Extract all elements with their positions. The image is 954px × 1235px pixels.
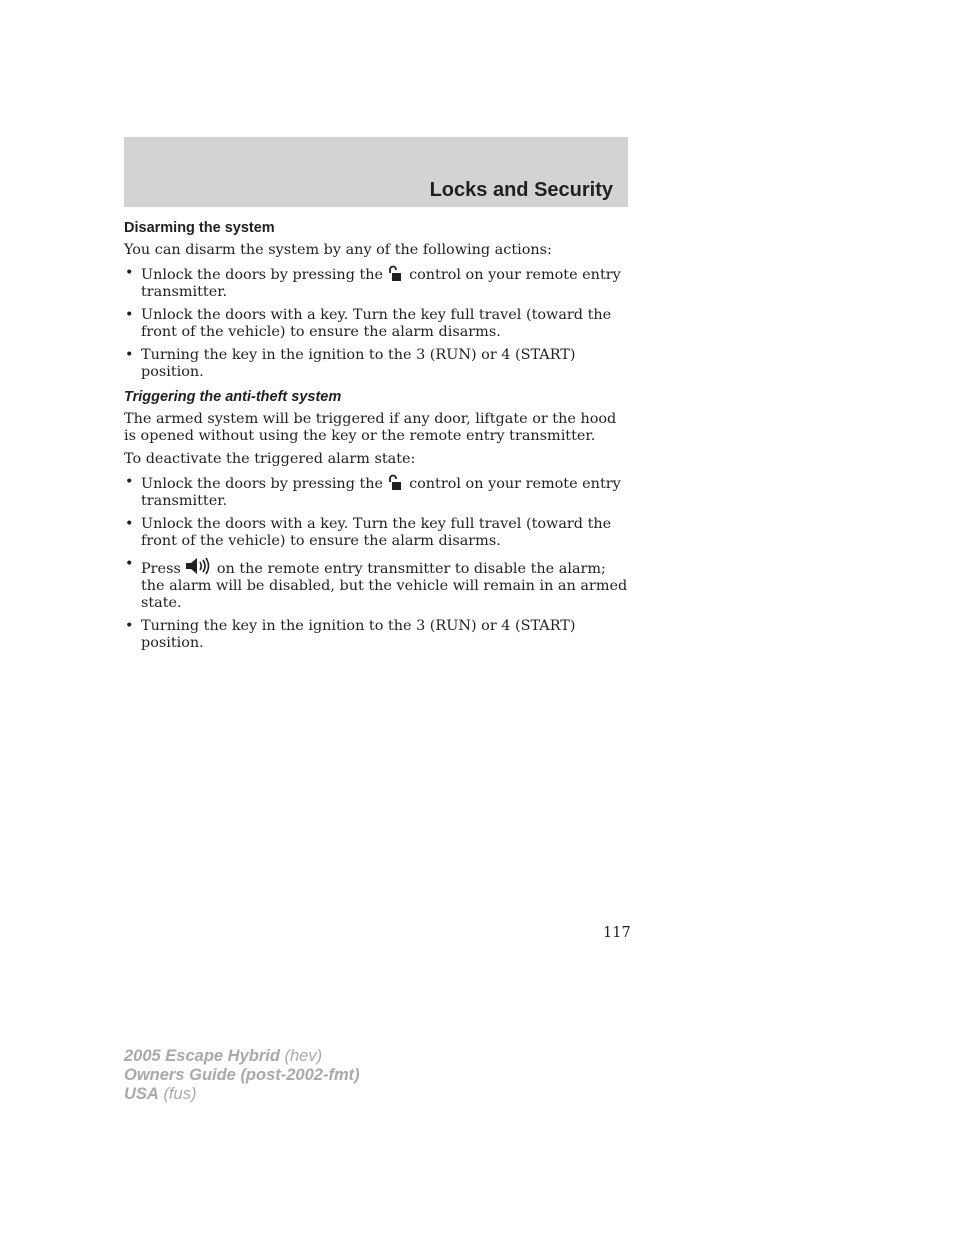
unlock-icon (387, 265, 403, 282)
page-number: 117 (603, 925, 631, 941)
list-item: • Turning the key in the ignition to the 3 (RUN) or 4 (START) position. (124, 347, 628, 381)
header-band (124, 137, 628, 207)
list-item: • Unlock the doors by pressing the control on your remote entry transmitter. (124, 265, 628, 301)
page-content (124, 220, 628, 658)
triggered-paragraph: The armed system will be triggered if any door, liftgate or the hood is opened without using the key or the remote entry transmitter. (124, 411, 617, 444)
intro-paragraph: You can disarm the system by any of the following actions: (124, 242, 552, 258)
list-item: • Unlock the doors with a key. Turn the key full travel (toward the front of the vehicle) to ensure the alarm disarms. (124, 307, 628, 341)
panic-alarm-icon (185, 556, 211, 576)
heading-triggering: Triggering the anti-theft system (124, 389, 342, 405)
list-item: • Unlock the doors with a key. Turn the key full travel (toward the front of the vehicle) to ensure the alarm disarms. (124, 516, 628, 550)
footer-line-3: USA (fus) (124, 1085, 197, 1103)
unlock-icon (387, 474, 403, 491)
list-item: • Press on the remote entry transmitter to disable the alarm; the alarm will be disabled, but the vehicle will remain in an armed state. (124, 556, 628, 612)
section-title: Locks and Security (429, 179, 613, 201)
disarm-list (124, 265, 628, 381)
list-item: • Unlock the doors by pressing the control on your remote entry transmitter. (124, 474, 628, 510)
heading-disarming: Disarming the system (124, 220, 275, 236)
deactivate-list (124, 474, 628, 652)
deactivate-paragraph: To deactivate the triggered alarm state: (124, 451, 416, 467)
list-item: • Turning the key in the ignition to the 3 (RUN) or 4 (START) position. (124, 618, 628, 652)
footer-line-1: 2005 Escape Hybrid (hev) (124, 1047, 323, 1065)
footer-line-2: Owners Guide (post-2002-fmt) (124, 1066, 360, 1084)
footer-edition (124, 1047, 360, 1104)
